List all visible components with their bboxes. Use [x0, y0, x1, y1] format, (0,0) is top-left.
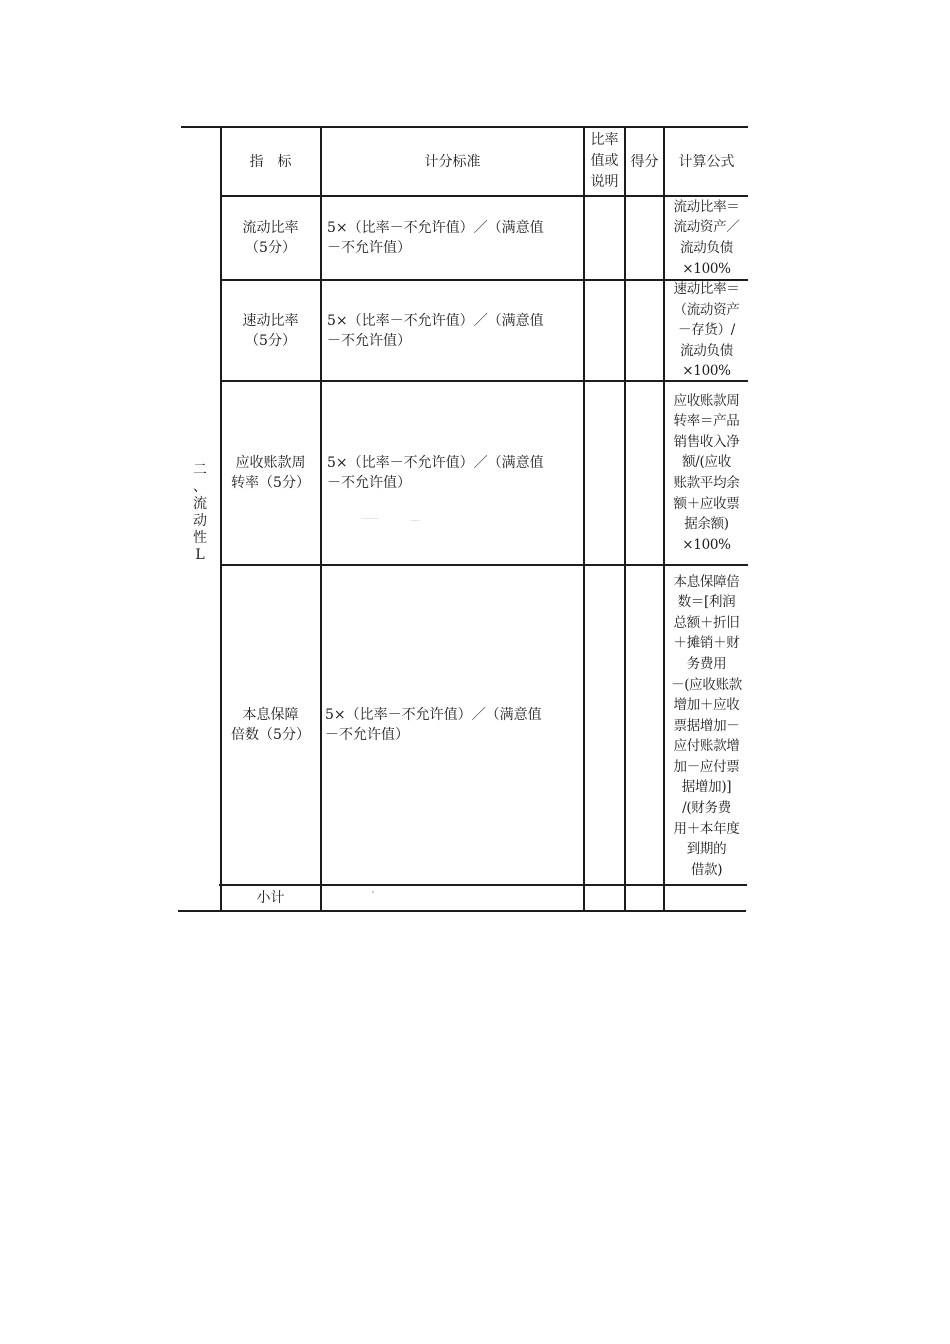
row3-criteria	[327, 382, 583, 564]
row1-criteria	[327, 197, 583, 279]
header-ratio-text: 比率 值或 说明	[590, 132, 619, 190]
header-formula-text: 计算公式	[678, 153, 735, 170]
indicator-column-rule	[320, 126, 322, 912]
row2-score	[626, 281, 663, 380]
row2-formula-text: 速动比率＝ （流动资产 －存货）/ 流动负债 ×100%	[673, 281, 740, 380]
header-score-text: 得分	[630, 153, 659, 170]
header-indicator	[221, 128, 320, 195]
row4-ratio	[585, 566, 624, 884]
row3-criteria-text: 5×（比率－不允许值）／（满意值 －不允许值）	[327, 455, 544, 491]
row1-formula-text: 流动比率＝ 流动资产／ 流动负债 ×100%	[673, 198, 740, 277]
row1-ratio	[585, 197, 624, 279]
row4-score	[626, 566, 663, 884]
section-side-label: 二 、 流 动 性 L	[193, 462, 207, 563]
row4-formula	[665, 568, 748, 884]
header-formula	[665, 128, 748, 195]
subtotal-label	[221, 886, 320, 910]
row4-formula-text: 本息保障倍 数＝[利润 总额＋折旧 ＋摊销＋财 务费用 －(应收账款 增加＋应收 票据增加－ 应付账款增 加－应付票 据增加)] /(财务费 用＋本年度 到期的 借款)	[671, 573, 742, 878]
subtotal-label-text: 小计	[256, 890, 285, 906]
row2-indicator-text: 速动比率 （5分）	[242, 312, 299, 349]
row3-formula-text: 应收账款周 转率＝产品 销售收入净 额/(应收 账款平均余 额＋应收票 据余额) ×100%	[673, 392, 740, 553]
row3-indicator-text: 应收账款周 转率（5分）	[231, 455, 310, 491]
scan-speck	[360, 518, 380, 519]
row4-indicator	[221, 566, 320, 884]
row2-ratio	[585, 281, 624, 380]
row3-ratio	[585, 382, 624, 564]
row1-indicator-text: 流动比率 （5分）	[242, 220, 299, 256]
header-score	[626, 128, 663, 195]
row4-indicator-text: 本息保障 倍数（5分）	[231, 707, 310, 743]
header-ratio	[585, 128, 624, 195]
row1-formula	[665, 197, 748, 279]
row2-criteria	[327, 281, 583, 380]
row1-criteria-text: 5×（比率－不允许值）／（满意值 －不允许值）	[327, 220, 544, 256]
row2-formula	[665, 281, 748, 380]
header-criteria-text: 计分标准	[424, 153, 481, 170]
scan-speck	[410, 520, 420, 521]
row1-score	[626, 197, 663, 279]
row3-formula	[665, 382, 748, 564]
row2-indicator	[221, 281, 320, 380]
row4-criteria-text: 5×（比率－不允许值）／（满意值 －不允许值）	[325, 707, 542, 743]
row4-criteria	[325, 566, 583, 884]
row3-score	[626, 382, 663, 564]
row1-indicator	[221, 197, 320, 279]
header-indicator-text: 指 标	[249, 153, 292, 170]
header-criteria	[322, 128, 583, 195]
scan-speck	[372, 891, 374, 893]
row2-criteria-text: 5×（比率－不允许值）／（满意值 －不允许值）	[327, 312, 544, 349]
table-bottom-rule	[178, 910, 746, 912]
row3-indicator	[221, 382, 320, 564]
